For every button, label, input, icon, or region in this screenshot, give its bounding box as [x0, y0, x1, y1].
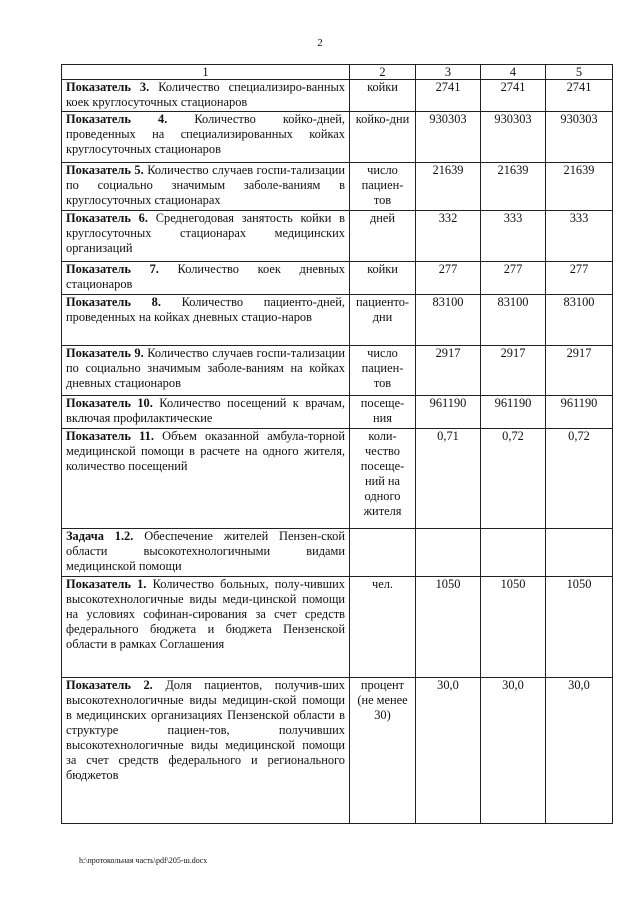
indicator-title: Показатель 8. — [66, 295, 161, 309]
value-cell-4: 930303 — [481, 112, 546, 163]
value-cell-3: 21639 — [416, 163, 481, 211]
value-cell-4: 30,0 — [481, 678, 546, 824]
value-cell-5: 30,0 — [546, 678, 613, 824]
indicator-description — [62, 80, 350, 112]
header-cell-3: 3 — [416, 65, 481, 80]
indicator-description — [62, 112, 350, 163]
value-cell-4: 83100 — [481, 295, 546, 346]
indicator-text: Количество коек дневных стационаров — [66, 262, 345, 291]
indicator-text: Объем оказанной амбула-торной медицинской помощи в расчете на одного жителя, количество посещений — [66, 429, 345, 473]
indicator-text: Количество случаев госпи-тализации по социально значимым заболе-ваниям на койках дневных стационаров — [66, 346, 345, 390]
value-cell-4 — [481, 529, 546, 577]
unit-cell: число пациен-тов — [350, 346, 416, 396]
indicator-title: Показатель 1. — [66, 577, 147, 591]
unit-cell: коли-чество посеще-ний на одного жителя — [350, 429, 416, 529]
table-row — [62, 163, 613, 211]
header-cell-2: 2 — [350, 65, 416, 80]
indicator-title: Показатель 7. — [66, 262, 159, 276]
table-row — [62, 678, 613, 824]
indicator-description — [62, 396, 350, 429]
indicator-description — [62, 262, 350, 295]
indicator-description — [62, 211, 350, 262]
indicator-title: Показатель 3. — [66, 80, 150, 94]
indicator-text: Количество случаев госпи-тализации по социально значимым заболе-ваниям в круглосуточных стационарах — [66, 163, 345, 207]
unit-cell: койки — [350, 262, 416, 295]
value-cell-5: 961190 — [546, 396, 613, 429]
indicator-title: Показатель 4. — [66, 112, 168, 126]
indicator-text: Среднегодовая занятость койки в круглосуточных стационарах медицинских организаций — [66, 211, 345, 255]
indicator-title: Показатель 9. — [66, 346, 144, 360]
value-cell-5: 333 — [546, 211, 613, 262]
unit-cell: процент (не менее 30) — [350, 678, 416, 824]
indicator-text: Количество больных, полу-чивших высокотехнологичные виды меди-цинской помощи на условиях софинан-сирования за счет средств федерального бюджета и бюджета Пензенской области в рамках Соглашения — [66, 577, 345, 651]
value-cell-3: 30,0 — [416, 678, 481, 824]
value-cell-3: 2917 — [416, 346, 481, 396]
indicator-title: Показатель 11. — [66, 429, 154, 443]
table-row — [62, 577, 613, 678]
indicator-title: Показатель 2. — [66, 678, 153, 692]
unit-cell: койки — [350, 80, 416, 112]
unit-cell: дней — [350, 211, 416, 262]
value-cell-4: 277 — [481, 262, 546, 295]
value-cell-3: 332 — [416, 211, 481, 262]
value-cell-3: 2741 — [416, 80, 481, 112]
task-description — [62, 529, 350, 577]
table-row — [62, 80, 613, 112]
unit-cell: число пациен-тов — [350, 163, 416, 211]
value-cell-4: 1050 — [481, 577, 546, 678]
value-cell-4: 0,72 — [481, 429, 546, 529]
table-row — [62, 529, 613, 577]
table-row — [62, 295, 613, 346]
indicator-title: Показатель 6. — [66, 211, 148, 225]
header-cell-5: 5 — [546, 65, 613, 80]
value-cell-5: 0,72 — [546, 429, 613, 529]
header-cell-4: 4 — [481, 65, 546, 80]
table-row — [62, 346, 613, 396]
value-cell-3: 930303 — [416, 112, 481, 163]
indicator-description — [62, 429, 350, 529]
indicator-text: Количество койко-дней, проведенных на специализированных койках круглосуточных стационаров — [66, 112, 345, 156]
unit-cell: чел. — [350, 577, 416, 678]
value-cell-5: 2917 — [546, 346, 613, 396]
table-row — [62, 211, 613, 262]
value-cell-3: 961190 — [416, 396, 481, 429]
indicator-description — [62, 577, 350, 678]
table-header-row — [62, 65, 613, 80]
value-cell-3: 83100 — [416, 295, 481, 346]
indicator-description — [62, 678, 350, 824]
file-path-footer: h:\протокольная часть\pdf\205-ш.docx — [79, 856, 208, 865]
unit-cell — [350, 529, 416, 577]
value-cell-5: 277 — [546, 262, 613, 295]
table-row — [62, 112, 613, 163]
task-title: Задача 1.2. — [66, 529, 134, 543]
indicator-text: Количество пациенто-дней, проведенных на койках дневных стацио-наров — [66, 295, 345, 324]
indicator-title: Показатель 10. — [66, 396, 153, 410]
value-cell-4: 961190 — [481, 396, 546, 429]
task-text: Обеспечение жителей Пензен-ской области высокотехнологичными видами медицинской помощи — [66, 529, 345, 573]
indicator-title: Показатель 5. — [66, 163, 144, 177]
indicator-description — [62, 346, 350, 396]
value-cell-5: 2741 — [546, 80, 613, 112]
indicator-description — [62, 163, 350, 211]
page-number: 2 — [317, 37, 323, 49]
value-cell-3: 0,71 — [416, 429, 481, 529]
unit-cell: пациенто-дни — [350, 295, 416, 346]
table-row — [62, 262, 613, 295]
unit-cell: посеще-ния — [350, 396, 416, 429]
indicator-text: Доля пациентов, получив-ших высокотехнологичные виды медицин-ской помощи в медицинских организациях Пензенской области в структуре пациен-тов, получивших высокотехнологичные виды медицинской помощи за счет средств федерального и регионального бюджетов — [66, 678, 345, 782]
table-row — [62, 429, 613, 529]
header-cell-1: 1 — [62, 65, 350, 80]
value-cell-5: 1050 — [546, 577, 613, 678]
indicator-text: Количество посещений к врачам, включая профилактические — [66, 396, 345, 425]
indicators-table — [61, 64, 613, 824]
indicator-text: Количество специализиро-ванных коек круглосуточных стационаров — [66, 80, 345, 109]
value-cell-5: 21639 — [546, 163, 613, 211]
value-cell-3: 277 — [416, 262, 481, 295]
value-cell-3: 1050 — [416, 577, 481, 678]
value-cell-3 — [416, 529, 481, 577]
table-row — [62, 396, 613, 429]
unit-cell: койко-дни — [350, 112, 416, 163]
value-cell-4: 21639 — [481, 163, 546, 211]
value-cell-5: 930303 — [546, 112, 613, 163]
value-cell-4: 333 — [481, 211, 546, 262]
value-cell-5: 83100 — [546, 295, 613, 346]
value-cell-4: 2741 — [481, 80, 546, 112]
value-cell-5 — [546, 529, 613, 577]
value-cell-4: 2917 — [481, 346, 546, 396]
indicator-description — [62, 295, 350, 346]
